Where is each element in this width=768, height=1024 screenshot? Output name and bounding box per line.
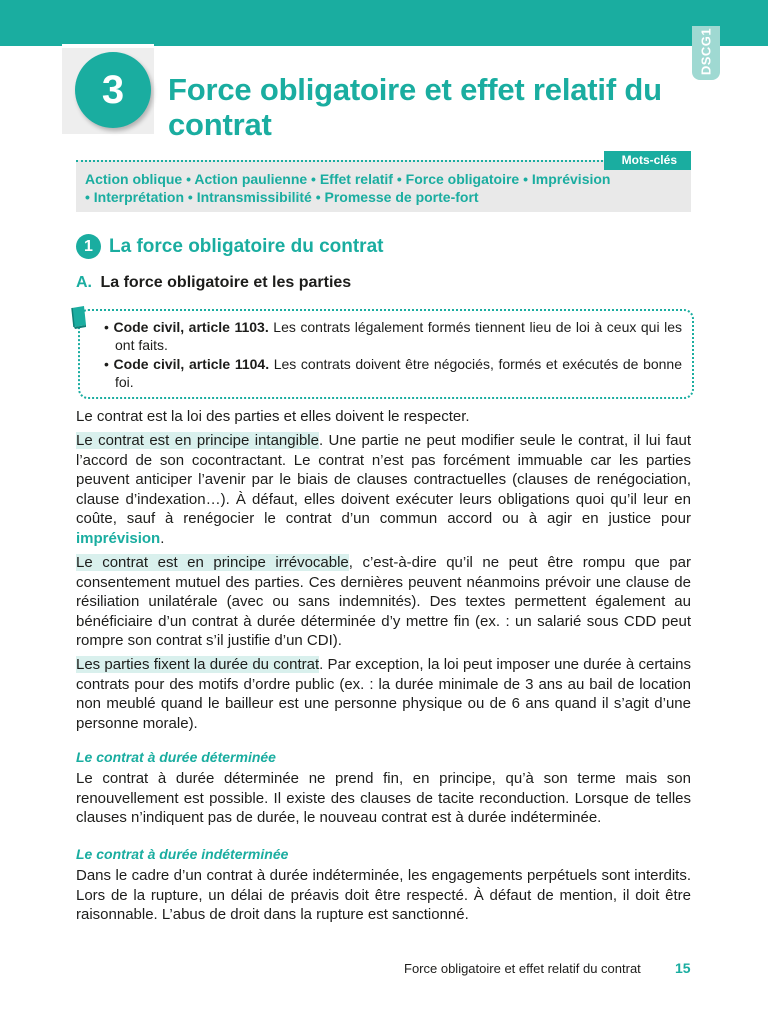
section-title: La force obligatoire du contrat <box>109 235 384 257</box>
keywords-label: Mots-clés <box>604 151 691 170</box>
subsection-title: La force obligatoire et les parties <box>100 274 352 291</box>
highlighted-phrase: Les parties fixent la durée du contrat <box>76 656 320 673</box>
footer-title: Force obligatoire et effet relatif du contrat <box>404 961 641 976</box>
paragraph <box>76 431 691 548</box>
paragraph <box>76 655 691 733</box>
legal-reference-box <box>78 309 694 399</box>
paragraph-text: . Par exception, la loi peut imposer une durée à certains contrats pour des motifs d’ordre public (ex. : la durée minimale de 3 ans au bail de location non meublé quand le bailleur est une personne physique ou de 6 ans quand il s’agit d’une personne morale). <box>76 656 691 732</box>
article-text: Les contrats légalement formés tiennent lieu de loi à ceux qui les ont faits. <box>115 319 683 353</box>
paragraph: Dans le cadre d’un contrat à durée indéterminée, les engagements perpétuels sont interdits. Lors de la rupture, un délai de préavis doit être respecté. À défaut de mention, il doit être raisonnable. L’abus de droit dans la rupture est sanctionné. <box>76 867 691 923</box>
keyword-link[interactable]: imprévision <box>76 529 161 547</box>
paragraph-end: . <box>160 529 165 547</box>
list-item: • Code civil, article 1103. Les contrats légalement formés tiennent lieu de loi à ceux qui les ont faits. <box>104 319 683 353</box>
list-item: • Code civil, article 1104. Les contrats doivent être négociés, formés et exécutés de bonne foi. <box>104 356 683 390</box>
side-tab <box>692 26 720 80</box>
keywords-line-2: • Interprétation • Intransmissibilité • Promesse de porte-fort <box>85 189 479 205</box>
article-ref: Code civil, article 1103. <box>113 319 269 335</box>
subsection-letter: A. <box>76 274 92 291</box>
keywords-list <box>85 170 685 206</box>
subheading-cdd: Le contrat à durée déterminée <box>76 749 276 765</box>
paragraph-text: . Une partie ne peut modifier seule le contrat, il lui faut l’accord de son cocontractant. Le contrat n’est pas forcément immuable car les parties peuvent anticiper l’avenir par le biais de clauses contractuelles (clauses de renégociation, clause d’indexation…). À défaut, elles doivent exécuter leurs obligations quoi qu’il leur en coûte, sauf à renégocier le contrat d’un commun accord ou à agir en justice pour <box>76 432 691 527</box>
keywords-box <box>76 153 691 212</box>
page-number: 15 <box>675 960 691 976</box>
article-text: Les contrats doivent être négociés, formés et exécutés de bonne foi. <box>115 356 683 390</box>
highlighted-phrase: Le contrat est en principe intangible <box>76 432 319 449</box>
chapter-number: 3 <box>75 52 151 128</box>
paragraph-text: , c’est-à-dire qu’il ne peut être rompu que par consentement mutuel des parties. Ces dernières peuvent néanmoins prévoir une clause de résiliation unilatérale (avec ou sans indemnités). Des textes permettent également au bénéficiaire d’un contrat à durée déterminée d’y mettre fin (ex. : un salarié sous CDD peut rompre son contrat s’il justifie d’un CDI). <box>76 554 691 649</box>
subheading-cdi: Le contrat à durée indéterminée <box>76 846 289 862</box>
paragraph <box>76 553 691 651</box>
side-tab-label: DSCG1 <box>698 27 714 76</box>
paragraph: Le contrat est la loi des parties et elles doivent le respecter. <box>76 408 470 425</box>
book-icon <box>70 305 90 329</box>
chapter-title: Force obligatoire et effet relatif du contrat <box>168 72 662 142</box>
article-ref: Code civil, article 1104. <box>113 356 270 372</box>
highlighted-phrase: Le contrat est en principe irrévocable <box>76 554 349 571</box>
section-number: 1 <box>76 234 101 259</box>
top-banner <box>0 0 768 46</box>
legal-reference-list <box>104 318 682 392</box>
section-heading <box>76 234 383 259</box>
paragraph: Le contrat à durée déterminée ne prend fin, en principe, qu’à son terme mais son renouvellement est possible. Il existe des clauses de tacite reconduction. Lorsque de telles clauses n’indiquent pas de durée, le nouveau contrat est à durée indéterminée. <box>76 770 691 826</box>
subsection-heading <box>76 274 351 292</box>
keywords-line-1: Action oblique • Action paulienne • Effet relatif • Force obligatoire • Imprévision <box>85 171 611 187</box>
